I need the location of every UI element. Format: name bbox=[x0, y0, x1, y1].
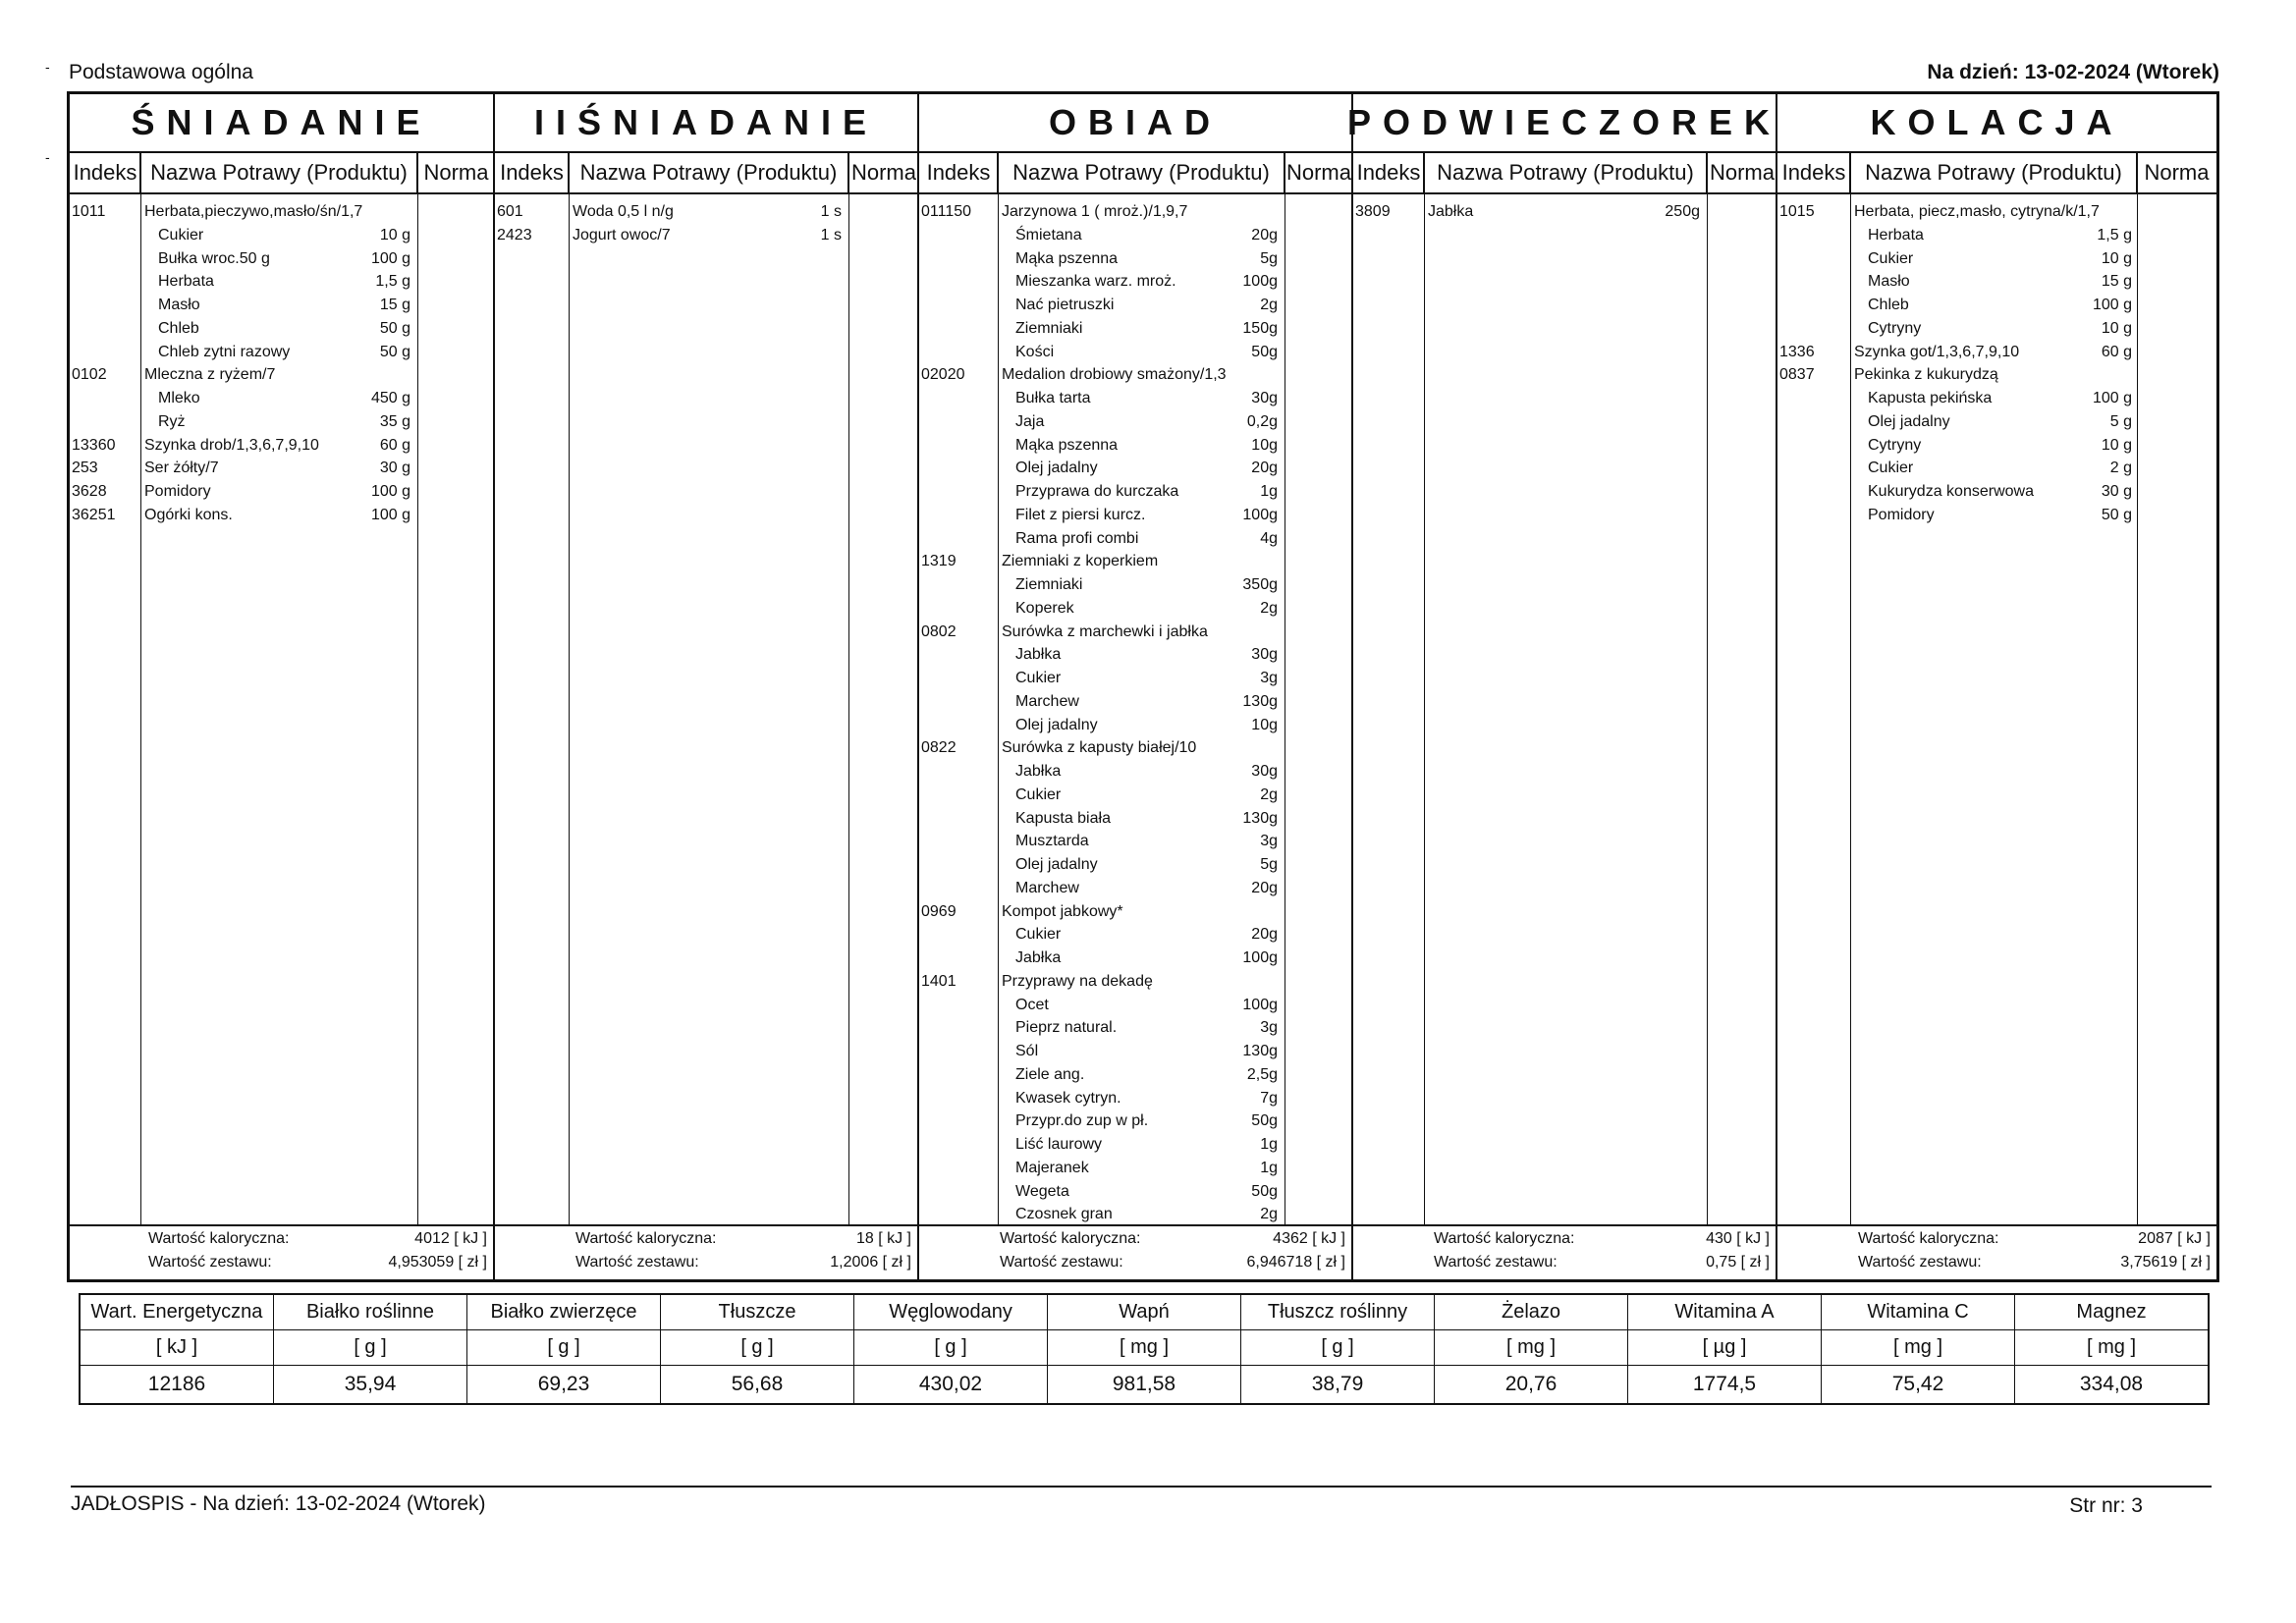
ingredient-name: Herbata bbox=[1868, 226, 1924, 243]
ingredient-name: Musztarda bbox=[1015, 833, 1089, 850]
norm-value: 2 g bbox=[2109, 460, 2132, 477]
ingredient-name: Pomidory bbox=[1868, 506, 1935, 523]
column-divider bbox=[1423, 153, 1425, 192]
cost-label: Wartość zestawu: bbox=[1858, 1254, 1982, 1271]
norm-value: 2,5g bbox=[1246, 1065, 1278, 1083]
ingredient-name: Kości bbox=[1015, 343, 1055, 360]
norm-value: 100g bbox=[1242, 996, 1278, 1013]
norm-value: 1g bbox=[1260, 1136, 1278, 1153]
column-divider bbox=[997, 153, 999, 192]
norm-value: 1g bbox=[1260, 1159, 1278, 1176]
dish-name: Szynka drob/1,3,6,7,9,10 bbox=[144, 436, 319, 454]
dish-name: Przyprawy na dekadę bbox=[1002, 972, 1153, 990]
meal-summary bbox=[495, 1226, 917, 1279]
norm-value: 100g bbox=[1242, 949, 1278, 966]
norm-value: 3g bbox=[1260, 1019, 1278, 1037]
norm-value: 100 g bbox=[370, 249, 410, 267]
column-divider bbox=[140, 153, 141, 1226]
column-header-norm: Norma bbox=[850, 160, 916, 185]
column-divider bbox=[1706, 153, 1708, 192]
norm-value: 5 g bbox=[2109, 412, 2132, 430]
ingredient-name: Liść laurowy bbox=[1015, 1136, 1103, 1153]
meal-title: KOLACJA bbox=[1777, 94, 2216, 153]
ingredient-name: Cukier bbox=[1868, 460, 1914, 477]
meal-title: OBIAD bbox=[919, 94, 1351, 153]
dish-name: Herbata, piecz,masło, cytryna/k/1,7 bbox=[1854, 203, 2100, 220]
dish-index: 1015 bbox=[1779, 203, 1815, 220]
nutrient-unit: [ g ] bbox=[274, 1330, 466, 1366]
norm-value: 50g bbox=[1251, 1112, 1278, 1130]
cost-label: Wartość zestawu: bbox=[148, 1254, 272, 1271]
dish-index: 1336 bbox=[1779, 343, 1815, 360]
ingredient-name: Jabłka bbox=[1015, 763, 1062, 780]
norm-value: 5g bbox=[1260, 856, 1278, 873]
nutrient-name: Białko roślinne bbox=[274, 1295, 466, 1330]
ingredient-name: Olej jadalny bbox=[1015, 716, 1098, 733]
norm-value: 7g bbox=[1260, 1089, 1278, 1107]
margin-mark: - bbox=[45, 149, 50, 165]
page-number: Str nr: 3 bbox=[2069, 1494, 2143, 1517]
cost-value: 1,2006 [ zł ] bbox=[830, 1254, 911, 1271]
column-divider bbox=[847, 153, 849, 192]
meal-section bbox=[1347, 94, 1782, 1279]
meal-summary bbox=[1353, 1226, 1776, 1279]
ingredient-name: Przypr.do zup w pł. bbox=[1015, 1112, 1149, 1130]
column-divider bbox=[568, 153, 570, 192]
nutrient-unit: [ µg ] bbox=[1628, 1330, 1821, 1366]
dish-name: Ziemniaki z koperkiem bbox=[1002, 553, 1159, 570]
ingredient-name: Cukier bbox=[1015, 785, 1062, 803]
nutrient-column bbox=[1628, 1295, 1822, 1403]
calorie-label: Wartość kaloryczna: bbox=[148, 1230, 290, 1247]
calorie-label: Wartość kaloryczna: bbox=[1000, 1230, 1141, 1247]
calorie-label: Wartość kaloryczna: bbox=[1858, 1230, 1999, 1247]
norm-value: 3g bbox=[1260, 670, 1278, 686]
norm-value: 130g bbox=[1242, 1043, 1278, 1059]
ingredient-name: Ziele ang. bbox=[1015, 1065, 1085, 1083]
nutrient-column bbox=[661, 1295, 854, 1403]
nutrient-column bbox=[1435, 1295, 1628, 1403]
nutrient-name: Witamina C bbox=[1822, 1295, 2014, 1330]
column-header-name: Nazwa Potrawy (Produktu) bbox=[579, 160, 838, 185]
ingredient-name: Jabłka bbox=[1015, 949, 1062, 966]
nutrient-name: Żelazo bbox=[1435, 1295, 1627, 1330]
dish-name: Pomidory bbox=[144, 483, 211, 500]
norm-value: 2g bbox=[1260, 297, 1278, 313]
norm-value: 5g bbox=[1260, 249, 1278, 267]
norm-value: 15 g bbox=[379, 297, 410, 313]
column-header-norm: Norma bbox=[423, 160, 489, 185]
header-divider bbox=[1777, 192, 2216, 194]
header-divider bbox=[919, 192, 1351, 194]
norm-value: 100g bbox=[1242, 273, 1278, 291]
diet-type: Podstawowa ogólna bbox=[69, 61, 253, 83]
nutrient-column bbox=[1822, 1295, 2015, 1403]
norm-value: 10 g bbox=[2101, 436, 2132, 454]
nutrient-value: 430,02 bbox=[918, 1373, 983, 1395]
ingredient-name: Ryż bbox=[158, 412, 186, 430]
nutrient-column bbox=[1241, 1295, 1435, 1403]
nutrient-value: 69,23 bbox=[537, 1373, 590, 1395]
ingredient-name: Cukier bbox=[1868, 249, 1914, 267]
ingredient-name: Śmietana bbox=[1015, 226, 1082, 243]
column-header-index: Indeks bbox=[500, 160, 564, 185]
ingredient-name: Mieszanka warz. mroż. bbox=[1015, 273, 1176, 291]
nutrient-value: 35,94 bbox=[344, 1373, 397, 1395]
ingredient-name: Cytryny bbox=[1868, 319, 1922, 337]
dish-index: 02020 bbox=[921, 366, 965, 384]
dish-index: 1319 bbox=[921, 553, 957, 570]
column-divider bbox=[1707, 153, 1708, 1226]
norm-value: 1g bbox=[1260, 483, 1278, 500]
calorie-value: 2087 [ kJ ] bbox=[2138, 1230, 2211, 1247]
column-divider bbox=[848, 153, 849, 1226]
cost-value: 3,75619 [ zł ] bbox=[2120, 1254, 2211, 1271]
ingredient-name: Majeranek bbox=[1015, 1159, 1089, 1176]
dish-name: Szynka got/1,3,6,7,9,10 bbox=[1854, 343, 2020, 360]
ingredient-name: Filet z piersi kurcz. bbox=[1015, 506, 1146, 523]
column-header-norm: Norma bbox=[2144, 160, 2210, 185]
ingredient-name: Ziemniaki bbox=[1015, 576, 1083, 593]
footer-divider bbox=[71, 1486, 2212, 1488]
column-header-index: Indeks bbox=[1356, 160, 1421, 185]
cost-value: 4,953059 [ zł ] bbox=[388, 1254, 487, 1271]
ingredient-name: Chleb zytni razowy bbox=[158, 343, 291, 360]
dish-index: 0837 bbox=[1779, 366, 1815, 384]
column-header-index: Indeks bbox=[926, 160, 991, 185]
dish-index: 13360 bbox=[72, 436, 116, 454]
ingredient-name: Mleko bbox=[158, 390, 200, 406]
column-divider bbox=[1284, 153, 1285, 192]
nutrient-unit: [ mg ] bbox=[1822, 1330, 2014, 1366]
ingredient-name: Ocet bbox=[1015, 996, 1049, 1013]
ingredient-name: Pieprz natural. bbox=[1015, 1019, 1118, 1037]
nutrient-name: Wart. Energetyczna bbox=[81, 1295, 273, 1330]
dish-index: 36251 bbox=[72, 506, 116, 523]
norm-value: 50 g bbox=[379, 343, 410, 360]
dish-name: Jabłka bbox=[1428, 203, 1474, 220]
ingredient-name: Sól bbox=[1015, 1043, 1039, 1059]
ingredient-name: Chleb bbox=[158, 319, 199, 337]
meal-section bbox=[919, 94, 1353, 1279]
nutrient-value: 56,68 bbox=[731, 1373, 784, 1395]
meal-section bbox=[495, 94, 919, 1279]
norm-value: 150g bbox=[1242, 319, 1278, 337]
nutrient-column bbox=[274, 1295, 467, 1403]
calorie-label: Wartość kaloryczna: bbox=[1434, 1230, 1575, 1247]
nutrient-unit: [ g ] bbox=[661, 1330, 853, 1366]
cost-value: 0,75 [ zł ] bbox=[1706, 1254, 1770, 1271]
norm-value: 1,5 g bbox=[2097, 226, 2132, 243]
norm-value: 100 g bbox=[2092, 297, 2132, 313]
norm-value: 1,5 g bbox=[375, 273, 410, 291]
ingredient-name: Przyprawa do kurczaka bbox=[1015, 483, 1179, 500]
footer-title: JADŁOSPIS - Na dzień: 13-02-2024 (Wtorek) bbox=[71, 1492, 486, 1515]
dish-index: 2423 bbox=[497, 226, 532, 243]
nutrient-value: 981,58 bbox=[1112, 1373, 1176, 1395]
ingredient-name: Cukier bbox=[1015, 926, 1062, 944]
column-divider bbox=[2137, 153, 2138, 1226]
nutrition-summary-table bbox=[79, 1293, 2210, 1405]
ingredient-name: Herbata bbox=[158, 273, 214, 291]
calorie-value: 4362 [ kJ ] bbox=[1273, 1230, 1345, 1247]
norm-value: 10g bbox=[1251, 436, 1278, 454]
norm-value: 250g bbox=[1665, 203, 1700, 220]
norm-value: 2g bbox=[1260, 785, 1278, 803]
norm-value: 10g bbox=[1251, 716, 1278, 733]
norm-value: 450 g bbox=[370, 390, 410, 406]
calorie-value: 4012 [ kJ ] bbox=[414, 1230, 487, 1247]
ingredient-name: Masło bbox=[1868, 273, 1910, 291]
norm-value: 4g bbox=[1260, 529, 1278, 547]
norm-value: 30 g bbox=[379, 460, 410, 477]
norm-value: 60 g bbox=[2101, 343, 2132, 360]
dish-name: Woda 0,5 l n/g bbox=[573, 203, 674, 220]
ingredient-name: Marchew bbox=[1015, 692, 1079, 710]
norm-value: 50g bbox=[1251, 343, 1278, 360]
column-divider bbox=[1849, 153, 1851, 192]
norm-value: 30g bbox=[1251, 646, 1278, 664]
norm-value: 100 g bbox=[2092, 390, 2132, 406]
nutrient-column bbox=[467, 1295, 661, 1403]
ingredient-name: Koperek bbox=[1015, 599, 1074, 617]
nutrient-name: Węglowodany bbox=[854, 1295, 1047, 1330]
nutrient-unit: [ mg ] bbox=[1048, 1330, 1240, 1366]
dish-index: 1401 bbox=[921, 972, 957, 990]
column-divider bbox=[1424, 153, 1425, 1226]
nutrient-unit: [ kJ ] bbox=[81, 1330, 273, 1366]
nutrient-value: 20,76 bbox=[1504, 1373, 1558, 1395]
nutrient-value: 75,42 bbox=[1891, 1373, 1944, 1395]
ingredient-name: Jaja bbox=[1015, 412, 1045, 430]
column-divider bbox=[998, 153, 999, 1226]
ingredient-name: Mąka pszenna bbox=[1015, 249, 1119, 267]
norm-value: 10 g bbox=[2101, 319, 2132, 337]
nutrient-unit: [ mg ] bbox=[1435, 1330, 1627, 1366]
meal-summary bbox=[70, 1226, 493, 1279]
norm-value: 100 g bbox=[370, 506, 410, 523]
norm-value: 20g bbox=[1251, 226, 1278, 243]
nutrient-unit: [ g ] bbox=[1241, 1330, 1434, 1366]
cost-label: Wartość zestawu: bbox=[1434, 1254, 1558, 1271]
cost-label: Wartość zestawu: bbox=[1000, 1254, 1123, 1271]
cost-label: Wartość zestawu: bbox=[575, 1254, 699, 1271]
norm-value: 130g bbox=[1242, 809, 1278, 827]
meal-title: ŚNIADANIE bbox=[70, 94, 493, 153]
column-header-name: Nazwa Potrawy (Produktu) bbox=[150, 160, 408, 185]
norm-value: 2g bbox=[1260, 599, 1278, 617]
nutrient-name: Tłuszcz roślinny bbox=[1241, 1295, 1434, 1330]
ingredient-name: Cukier bbox=[1015, 670, 1062, 686]
dish-index: 601 bbox=[497, 203, 523, 220]
column-header-index: Indeks bbox=[1781, 160, 1846, 185]
nutrient-unit: [ g ] bbox=[854, 1330, 1047, 1366]
meal-title: IIŚNIADANIE bbox=[495, 94, 917, 153]
norm-value: 30 g bbox=[2101, 483, 2132, 500]
meal-summary bbox=[919, 1226, 1351, 1279]
dish-name: Surówka z kapusty białej/10 bbox=[1002, 739, 1197, 757]
nutrient-unit: [ mg ] bbox=[2015, 1330, 2208, 1366]
column-divider bbox=[1850, 153, 1851, 1226]
norm-value: 50g bbox=[1251, 1182, 1278, 1200]
norm-value: 15 g bbox=[2101, 273, 2132, 291]
meal-title: PODWIECZOREK bbox=[1353, 94, 1776, 153]
norm-value: 350g bbox=[1242, 576, 1278, 593]
ingredient-name: Marchew bbox=[1015, 879, 1079, 896]
nutrient-name: Tłuszcze bbox=[661, 1295, 853, 1330]
norm-value: 10 g bbox=[379, 226, 410, 243]
norm-value: 30g bbox=[1251, 390, 1278, 406]
ingredient-name: Chleb bbox=[1868, 297, 1909, 313]
norm-value: 50 g bbox=[379, 319, 410, 337]
dish-index: 0802 bbox=[921, 622, 957, 640]
column-header-index: Indeks bbox=[73, 160, 137, 185]
menu-date: Na dzień: 13-02-2024 (Wtorek) bbox=[1927, 61, 2219, 83]
column-header-norm: Norma bbox=[1285, 160, 1351, 185]
nutrient-column bbox=[2015, 1295, 2208, 1403]
ingredient-name: Kapusta pekińska bbox=[1868, 390, 1993, 406]
ingredient-name: Masło bbox=[158, 297, 200, 313]
dish-index: 3628 bbox=[72, 483, 107, 500]
column-header-name: Nazwa Potrawy (Produktu) bbox=[1437, 160, 1694, 185]
ingredient-name: Mąka pszenna bbox=[1015, 436, 1119, 454]
nutrient-name: Wapń bbox=[1048, 1295, 1240, 1330]
dish-name: Ogórki kons. bbox=[144, 506, 233, 523]
nutrient-name: Witamina A bbox=[1628, 1295, 1821, 1330]
ingredient-name: Cukier bbox=[158, 226, 204, 243]
column-header-name: Nazwa Potrawy (Produktu) bbox=[1865, 160, 2122, 185]
cost-value: 6,946718 [ zł ] bbox=[1246, 1254, 1345, 1271]
header-divider bbox=[1353, 192, 1776, 194]
nutrient-value: 1774,5 bbox=[1692, 1373, 1757, 1395]
calorie-label: Wartość kaloryczna: bbox=[575, 1230, 717, 1247]
column-divider bbox=[2136, 153, 2138, 192]
ingredient-name: Czosnek gran bbox=[1015, 1206, 1113, 1223]
column-divider bbox=[417, 153, 418, 1226]
nutrient-name: Magnez bbox=[2015, 1295, 2208, 1330]
ingredient-name: Kapusta biała bbox=[1015, 809, 1111, 827]
meal-section bbox=[70, 94, 495, 1279]
norm-value: 1 s bbox=[820, 226, 842, 243]
ingredient-name: Kukurydza konserwowa bbox=[1868, 483, 2034, 500]
nutrient-column bbox=[854, 1295, 1048, 1403]
meals-table bbox=[67, 91, 2219, 1282]
norm-value: 1 s bbox=[820, 203, 842, 220]
column-divider bbox=[416, 153, 418, 192]
header-divider bbox=[495, 192, 917, 194]
dish-name: Kompot jabkowy* bbox=[1002, 902, 1123, 920]
norm-value: 20g bbox=[1251, 460, 1278, 477]
calorie-value: 430 [ kJ ] bbox=[1706, 1230, 1770, 1247]
dish-index: 1011 bbox=[72, 203, 106, 220]
dish-index: 011150 bbox=[921, 203, 972, 220]
ingredient-name: Bułka tarta bbox=[1015, 390, 1091, 406]
ingredient-name: Olej jadalny bbox=[1015, 856, 1098, 873]
nutrient-column bbox=[81, 1295, 274, 1403]
ingredient-name: Wegeta bbox=[1015, 1182, 1069, 1200]
ingredient-name: Ziemniaki bbox=[1015, 319, 1083, 337]
norm-value: 10 g bbox=[2101, 249, 2132, 267]
ingredient-name: Cytryny bbox=[1868, 436, 1922, 454]
meal-summary bbox=[1777, 1226, 2216, 1279]
ingredient-name: Nać pietruszki bbox=[1015, 297, 1115, 313]
norm-value: 30g bbox=[1251, 763, 1278, 780]
dish-index: 0822 bbox=[921, 739, 957, 757]
dish-name: Jogurt owoc/7 bbox=[573, 226, 671, 243]
nutrient-value: 12186 bbox=[147, 1373, 206, 1395]
nutrient-column bbox=[1048, 1295, 1241, 1403]
dish-index: 253 bbox=[72, 460, 98, 477]
nutrient-unit: [ g ] bbox=[467, 1330, 660, 1366]
dish-index: 0969 bbox=[921, 902, 957, 920]
ingredient-name: Kwasek cytryn. bbox=[1015, 1089, 1121, 1107]
dish-name: Surówka z marchewki i jabłka bbox=[1002, 622, 1208, 640]
margin-mark: - bbox=[45, 59, 50, 75]
norm-value: 20g bbox=[1251, 879, 1278, 896]
norm-value: 100 g bbox=[370, 483, 410, 500]
ingredient-name: Olej jadalny bbox=[1868, 412, 1950, 430]
nutrient-name: Białko zwierzęce bbox=[467, 1295, 660, 1330]
dish-index: 3809 bbox=[1355, 203, 1391, 220]
norm-value: 130g bbox=[1242, 692, 1278, 710]
header-divider bbox=[70, 192, 493, 194]
column-header-norm: Norma bbox=[1709, 160, 1775, 185]
norm-value: 60 g bbox=[379, 436, 410, 454]
dish-name: Herbata,pieczywo,masło/śn/1,7 bbox=[144, 203, 363, 220]
dish-name: Medalion drobiowy smażony/1,3 bbox=[1002, 366, 1227, 384]
ingredient-name: Jabłka bbox=[1015, 646, 1062, 664]
norm-value: 3g bbox=[1260, 833, 1278, 850]
nutrient-value: 334,08 bbox=[2079, 1373, 2144, 1395]
dish-name: Mleczna z ryżem/7 bbox=[144, 366, 276, 384]
column-divider bbox=[569, 153, 570, 1226]
norm-value: 0,2g bbox=[1246, 412, 1278, 430]
ingredient-name: Olej jadalny bbox=[1015, 460, 1098, 477]
norm-value: 35 g bbox=[379, 412, 410, 430]
dish-name: Ser żółty/7 bbox=[144, 460, 219, 477]
dish-name: Pekinka z kukurydzą bbox=[1854, 366, 1998, 384]
column-divider bbox=[139, 153, 141, 192]
meal-section bbox=[1777, 94, 2216, 1279]
ingredient-name: Bułka wroc.50 g bbox=[158, 249, 270, 267]
nutrient-value: 38,79 bbox=[1311, 1373, 1364, 1395]
norm-value: 50 g bbox=[2101, 506, 2132, 523]
calorie-value: 18 [ kJ ] bbox=[855, 1230, 911, 1247]
dish-name: Jarzynowa 1 ( mroż.)/1,9,7 bbox=[1002, 203, 1188, 220]
column-header-name: Nazwa Potrawy (Produktu) bbox=[1012, 160, 1270, 185]
norm-value: 20g bbox=[1251, 926, 1278, 944]
ingredient-name: Rama profi combi bbox=[1015, 529, 1139, 547]
norm-value: 2g bbox=[1260, 1206, 1278, 1223]
dish-index: 0102 bbox=[72, 366, 107, 384]
norm-value: 100g bbox=[1242, 506, 1278, 523]
